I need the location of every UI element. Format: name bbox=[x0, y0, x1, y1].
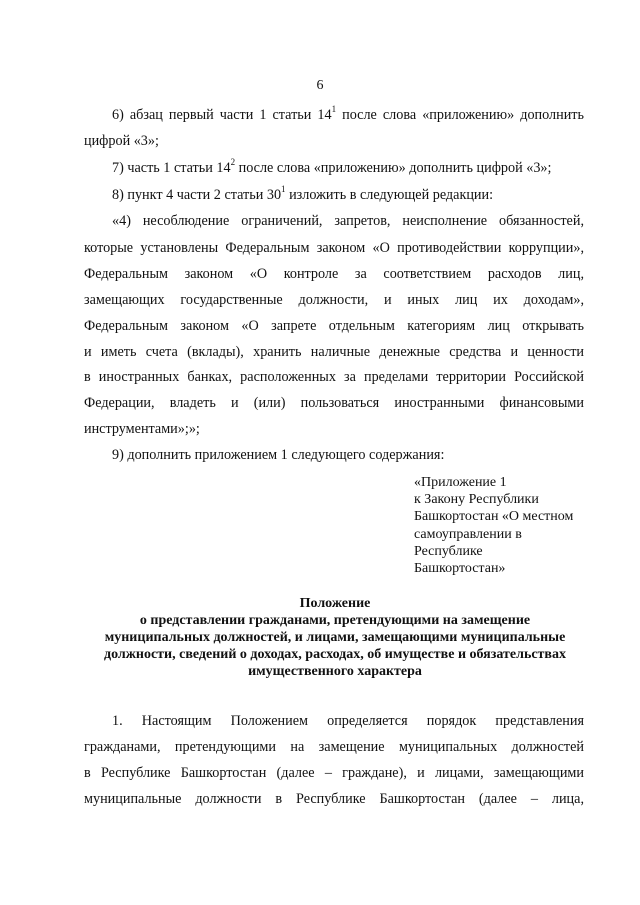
paragraph-1-line: гражданами, претендующими на замещение муниципальных должностей bbox=[84, 739, 584, 755]
appendix-line: «Приложение 1 bbox=[414, 475, 507, 490]
item-7 bbox=[112, 159, 584, 177]
quote-line: замещающих государственные должности, и иных лиц их доходам», bbox=[84, 292, 584, 308]
item-7-text-b: после слова «приложению» дополнить цифрой «3»; bbox=[235, 160, 552, 176]
item-8 bbox=[112, 186, 584, 204]
page-number: 6 bbox=[316, 78, 324, 93]
appendix-header bbox=[414, 474, 573, 577]
item-9: 9) дополнить приложением 1 следующего содержания: bbox=[112, 447, 445, 463]
appendix-line: Башкортостан «О местном bbox=[414, 509, 574, 525]
paragraph-1-line: в Республике Башкортостан (далее – граждане), и лицами, замещающими bbox=[84, 765, 584, 781]
appendix-line: самоуправлении в bbox=[414, 526, 522, 542]
appendix-line: Башкортостан» bbox=[414, 561, 506, 577]
quote-line: инструментами»;»; bbox=[84, 421, 200, 437]
heading-line: муниципальных должностей, и лицами, замещающими муниципальные bbox=[104, 630, 566, 645]
heading-line: должности, сведений о доходах, расходах, об имуществе и обязательствах bbox=[104, 647, 566, 662]
quote-line: и иметь счета (вклады), хранить наличные денежные средства и ценности bbox=[84, 344, 584, 360]
item-6-line-1 bbox=[112, 106, 584, 124]
quote-line: «4) несоблюдение ограничений, запретов, неисполнение обязанностей, bbox=[112, 213, 584, 229]
appendix-line: к Закону Республики bbox=[414, 492, 539, 508]
quote-line: Федеральным законом «О запрете отдельным категориям лиц открывать bbox=[84, 318, 584, 334]
quote-line: Федеральным законом «О контроле за соответствием расходов лиц, bbox=[84, 266, 584, 282]
item-6-text-a: 6) абзац первый части 1 статьи 14 bbox=[112, 107, 332, 123]
paragraph-1-line: 1. Настоящим Положением определяется порядок представления bbox=[112, 713, 584, 729]
quote-line: в иностранных банках, расположенных за пределами территории Российской bbox=[84, 369, 584, 385]
item-6-line-2: цифрой «3»; bbox=[84, 133, 159, 149]
item-7-text-a: 7) часть 1 статьи 14 bbox=[112, 160, 231, 176]
appendix-line: Республике bbox=[414, 543, 483, 559]
item-6-text-b: после слова «приложению» дополнить bbox=[336, 107, 584, 123]
item-8-text-a: 8) пункт 4 части 2 статьи 30 bbox=[112, 187, 282, 203]
heading-line: имущественного характера bbox=[248, 664, 422, 679]
item-8-text-b: изложить в следующей редакции: bbox=[285, 187, 494, 203]
item-6-superscript: 1 bbox=[331, 104, 337, 115]
item-7-superscript: 2 bbox=[230, 157, 236, 168]
quote-line: которые установлены Федеральным законом «О противодействии коррупции», bbox=[84, 240, 584, 256]
quote-line: Федерации, владеть и (или) пользоваться иностранными финансовыми bbox=[84, 395, 584, 411]
heading-title: Положение bbox=[299, 596, 371, 611]
heading-line: о представлении гражданами, претендующими на замещение bbox=[139, 613, 531, 628]
item-8-superscript: 1 bbox=[281, 184, 286, 195]
paragraph-1-line: муниципальные должности в Республике Башкортостан (далее – лица, bbox=[84, 791, 584, 807]
